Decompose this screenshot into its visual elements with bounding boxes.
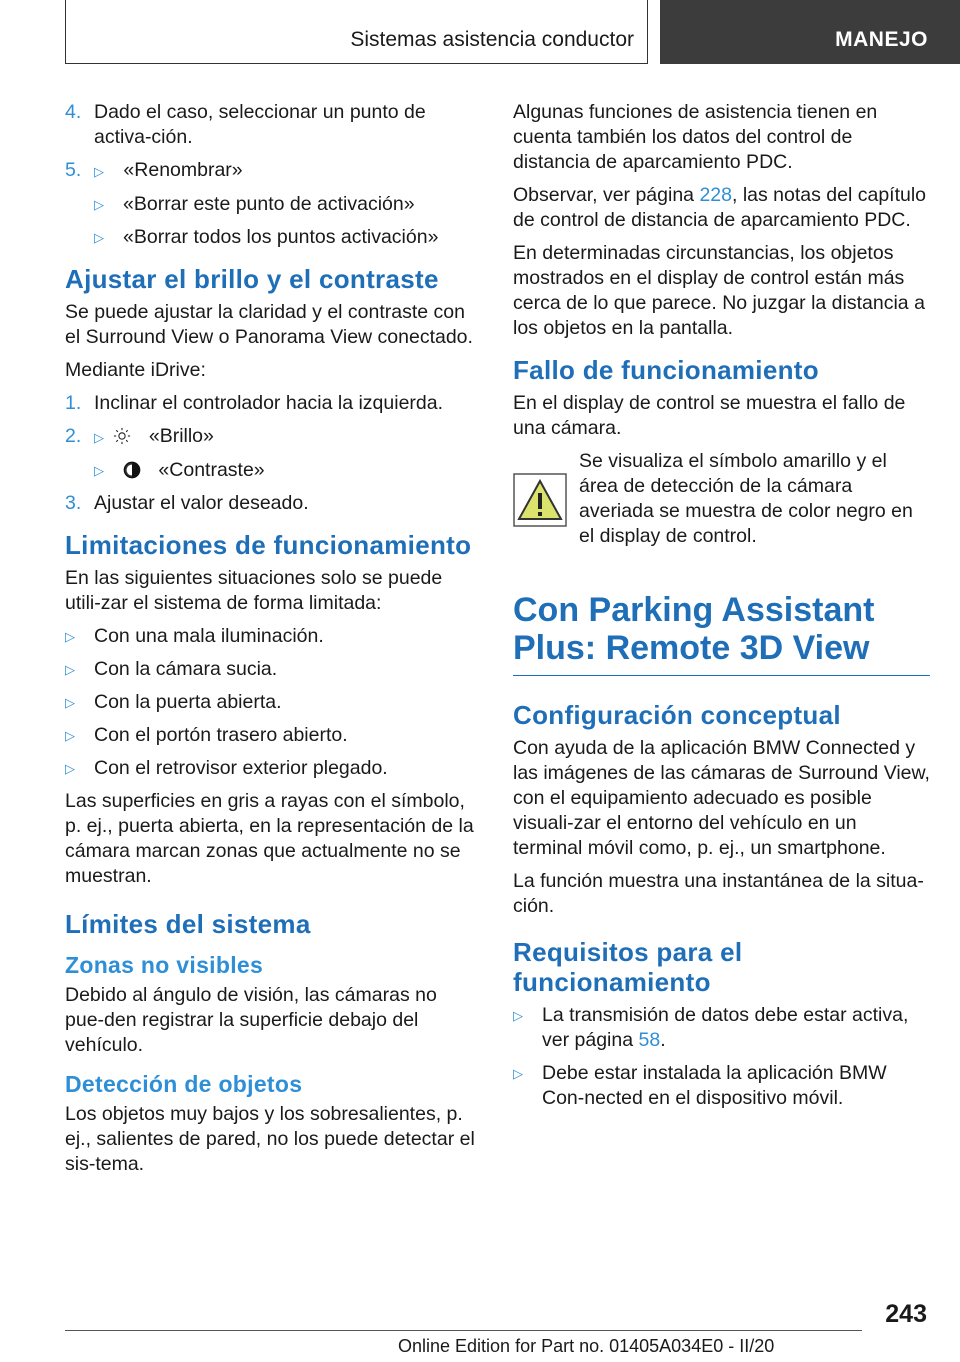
list-item [65,657,480,682]
paragraph: En determinadas circunstancias, los objetos mostrados en el display de control están más cerca de lo que parece. No juzgar la distancia a los objetos en la pantalla. [513,242,925,339]
step-item [65,100,480,150]
sub-item [65,458,480,483]
subheading-zonas: Zonas no visibles [65,952,264,978]
bullet-triangle-icon: ▷ [65,629,75,644]
list-item-text: Con el portón trasero abierto. [94,724,348,746]
list-item-text: Con una mala iluminación. [94,625,324,647]
paragraph: Las superficies en gris a rayas con el símbolo, p. ej., puerta abierta, en la representación de la cámara marcan zonas que actualmente no se muestran. [65,790,474,887]
bullet-triangle-icon: ▷ [65,728,75,743]
bullet-triangle-icon: ▷ [94,463,104,478]
warning-text: Se visualiza el símbolo amarillo y el área de detección de la cámara averiada se muestra de color negro en el display de control. [579,450,913,547]
list-item [65,690,480,715]
heading-requisitos: Requisitos para el funcionamiento [513,937,743,997]
footer-divider [65,1330,862,1331]
brightness-icon [113,427,131,445]
heading-fallo: Fallo de funcionamiento [513,355,819,385]
header-chapter-box [660,0,960,64]
step-text: Dado el caso, seleccionar un punto de activa‐ción. [94,101,426,148]
page-link-228[interactable]: 228 [699,184,732,206]
step-number: 3. [65,492,82,514]
right-column [513,100,930,1119]
step-number: 1. [65,392,82,414]
bullet-triangle-icon: ▷ [513,1008,523,1023]
warning-icon [513,473,567,527]
menu-option-renombrar: «Renombrar» [123,159,243,181]
paragraph: Con ayuda de la aplicación BMW Connected y las imágenes de las cámaras de Surround View, con el equipamiento adecuado es posible visuali‐zar el entorno del vehículo en un terminal móvil como, p. ej., un smartphone. [513,737,930,859]
text-span: La transmisión de datos debe estar activa, ver página [542,1004,909,1051]
heading-limitaciones: Limitaciones de funcionamiento [65,530,472,560]
text-span: . [660,1029,666,1051]
step-text: Inclinar el controlador hacia la izquierda. [94,392,444,414]
warning-note [513,449,930,549]
list-item-text: Con la puerta abierta. [94,691,282,713]
paragraph: Los objetos muy bajos y los sobresalientes, p. ej., salientes de pared, no los puede detectar el sis‐tema. [65,1103,475,1175]
step-number: 4. [65,101,82,123]
page-number: 243 [885,1300,927,1328]
sub-item [65,192,480,217]
paragraph: En el display de control se muestra el fallo de una cámara. [513,392,906,439]
sub-item [65,225,480,250]
paragraph [513,183,930,233]
bullet-triangle-icon: ▷ [65,662,75,677]
list-item [513,1061,930,1111]
header-section-title: Sistemas asistencia conductor [350,28,634,51]
bullet-triangle-icon: ▷ [513,1066,523,1081]
list-item-text: Con el retrovisor exterior plegado. [94,757,388,779]
heading-limites: Límites del sistema [65,909,311,939]
menu-option-borrar: «Borrar este punto de activación» [123,193,415,215]
list-item-text: Debe estar instalada la aplicación BMW Con‐nected en el dispositivo móvil. [542,1062,887,1109]
footer-edition: Online Edition for Part no. 01405A034E0 - II/20 [398,1336,775,1356]
left-column [65,100,480,1185]
step-text: Ajustar el valor deseado. [94,492,309,514]
step-item [65,424,480,450]
bullet-triangle-icon: ▷ [94,230,104,245]
list-item [513,1003,930,1053]
heading-brillo: Ajustar el brillo y el contraste [65,264,439,294]
bullet-triangle-icon: ▷ [94,197,104,212]
paragraph: Debido al ángulo de visión, las cámaras no pue‐den registrar la superficie debajo del vehículo. [65,984,437,1056]
header-section-box [65,0,648,64]
paragraph: En las siguientes situaciones solo se puede utili‐zar el sistema de forma limitada: [65,567,443,614]
paragraph: La función muestra una instantánea de la situa‐ción. [513,870,924,917]
text-span: , las notas del capítulo de control de distancia de aparcamiento PDC. [513,184,927,231]
subheading-deteccion: Detección de objetos [65,1071,303,1097]
list-item [65,756,480,781]
step-number: 5. [65,159,82,181]
bullet-triangle-icon: ▷ [65,761,75,776]
list-item [65,723,480,748]
heading-parking-assistant: Con Parking Assistant Plus: Remote 3D View [513,591,930,676]
list-item [65,624,480,649]
step-item [65,158,480,184]
heading-configuracion: Configuración conceptual [513,700,841,730]
step-number: 2. [65,425,82,447]
menu-option-brillo: «Brillo» [148,425,214,447]
bullet-triangle-icon: ▷ [65,695,75,710]
paragraph: Mediante iDrive: [65,359,206,381]
menu-option-borrar-todos: «Borrar todos los puntos activación» [123,226,439,248]
text-span: Observar, ver página [513,184,700,206]
page-link-58[interactable]: 58 [638,1029,661,1051]
step-item [65,491,480,516]
paragraph: Algunas funciones de asistencia tienen en cuenta también los datos del control de distancia de aparcamiento PDC. [513,101,878,173]
step-item [65,391,480,416]
header-chapter-title: MANEJO [835,28,928,51]
contrast-icon [123,461,141,479]
menu-option-contraste: «Contraste» [158,459,265,481]
bullet-triangle-icon: ▷ [94,164,104,179]
list-item-text: Con la cámara sucia. [94,658,278,680]
paragraph: Se puede ajustar la claridad y el contraste con el Surround View o Panorama View conectado. [65,301,473,348]
bullet-triangle-icon: ▷ [94,430,104,445]
